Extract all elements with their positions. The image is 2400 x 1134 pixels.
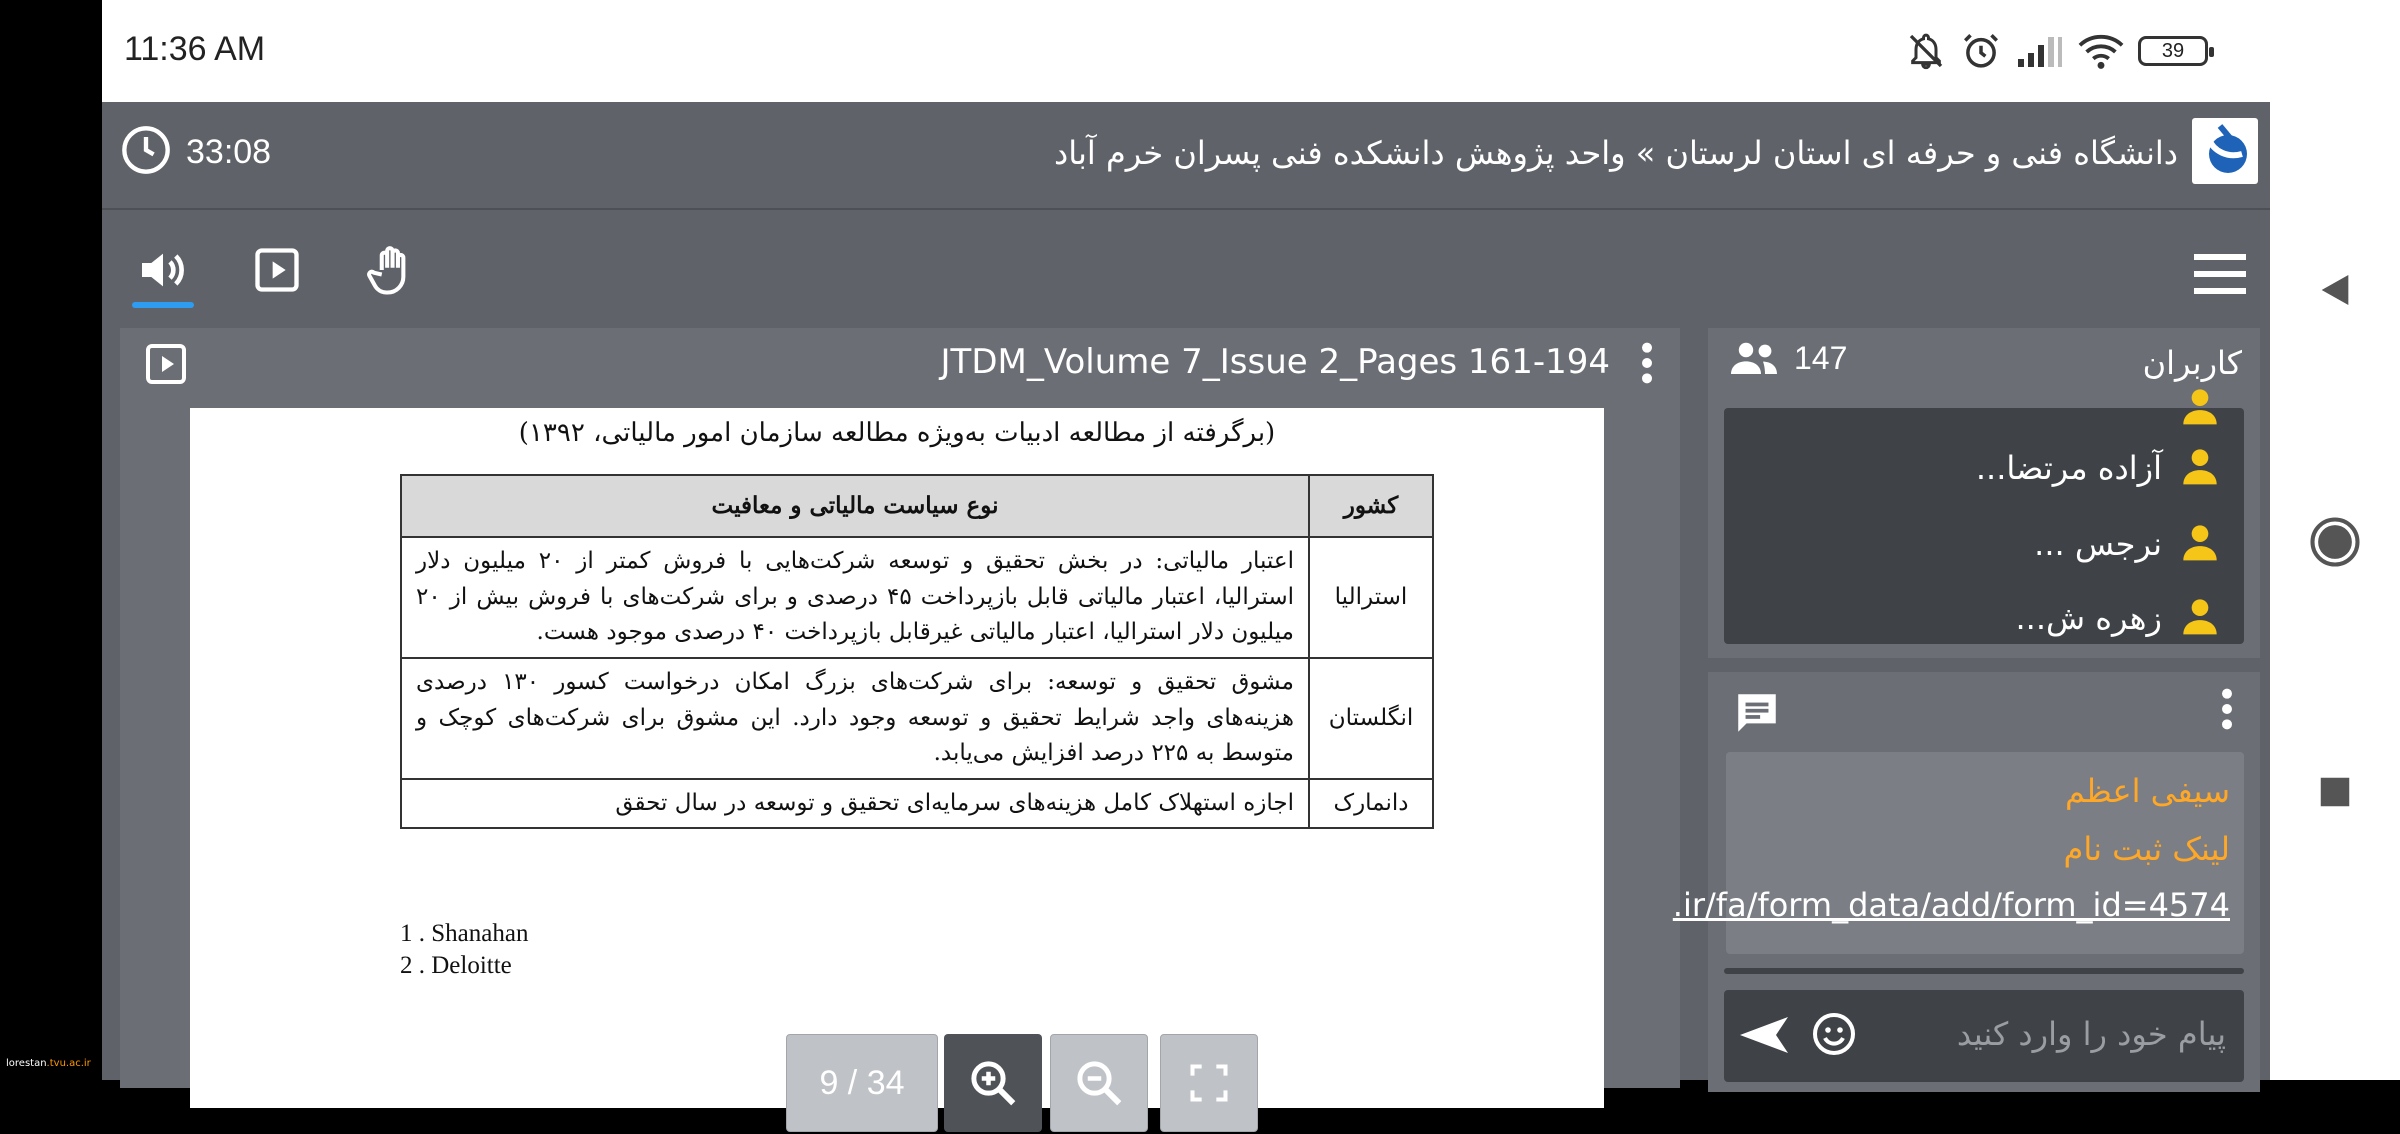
footnote: 2 . Deloitte <box>400 952 512 979</box>
status-icons <box>1906 26 2208 76</box>
session-timer <box>120 124 271 180</box>
media-toolbar <box>102 212 2270 324</box>
video-button[interactable] <box>242 240 312 300</box>
zoom-out-icon <box>1072 1056 1126 1110</box>
status-time: 11:36 AM <box>124 30 266 68</box>
users-panel <box>1708 328 2260 658</box>
users-icon <box>1728 338 1780 378</box>
chat-icon <box>1732 688 1782 742</box>
policy-cell: مشوق تحقیق و توسعه: برای شرکت‌های بزرگ امکان درخواست کسور ۱۳۰ درصدی هزینه‌های واجد شرایط تحقیق و توسعه وجود دارد. این مشوق برای شرکت‌های کوچک و متوسط به ۲۲۵ درصد افزایش می‌یابد. <box>401 658 1309 779</box>
table-row <box>401 658 1433 779</box>
zoom-out-button[interactable] <box>1050 1034 1148 1132</box>
back-triangle-icon <box>2315 270 2355 310</box>
users-list[interactable] <box>1724 408 2244 644</box>
page-title: دانشگاه فنی و حرفه ای استان لرستان » واحد پژوهش دانشکده فنی پسران خرم آباد <box>1053 134 2178 172</box>
home-circle-icon <box>2308 515 2362 569</box>
users-count-value: 147 <box>1794 339 1848 376</box>
chat-message <box>1672 752 2244 954</box>
list-item[interactable] <box>2162 386 2220 430</box>
timer-value: 33:08 <box>186 132 272 171</box>
divider <box>1724 968 2244 974</box>
presentation-options-button[interactable] <box>1632 340 1662 386</box>
play-box-icon <box>251 244 303 296</box>
user-name: زهره ش... <box>2015 599 2162 637</box>
user-icon <box>2180 522 2220 566</box>
send-button[interactable] <box>1738 1012 1790 1062</box>
footnote: 1 . Shanahan <box>400 920 529 947</box>
table-row <box>401 779 1433 829</box>
recents-square-icon <box>2316 773 2354 811</box>
column-header: کشور <box>1309 475 1433 537</box>
table-row <box>401 537 1433 658</box>
column-header: نوع سیاست مالیاتی و معافیت <box>401 475 1309 537</box>
list-item[interactable] <box>2034 522 2220 566</box>
user-icon <box>2180 596 2220 640</box>
university-logo <box>2192 118 2258 184</box>
page-indicator[interactable]: 9 / 34 <box>786 1034 938 1132</box>
user-name: نرجس ... <box>2034 525 2162 563</box>
alarm-icon <box>1960 30 2002 72</box>
active-indicator <box>132 302 194 308</box>
play-box-icon <box>142 340 190 388</box>
raise-hand-button[interactable] <box>358 240 428 300</box>
system-navigation-bar <box>2270 0 2400 1080</box>
chat-options-button[interactable] <box>2212 686 2242 732</box>
country-cell: دانمارک <box>1309 779 1433 829</box>
chat-message-link[interactable]: .ir/fa/form_data/add/form_id=4574 <box>1672 886 2230 924</box>
wifi-icon <box>2078 31 2124 71</box>
menu-button[interactable] <box>2190 248 2250 300</box>
zoom-in-icon <box>966 1056 1020 1110</box>
fullscreen-button[interactable] <box>1160 1034 1258 1132</box>
audio-button[interactable] <box>128 240 198 300</box>
document-table <box>400 474 1434 829</box>
list-item[interactable] <box>1976 446 2220 490</box>
more-vertical-icon <box>2212 686 2242 732</box>
country-cell: انگلستان <box>1309 658 1433 779</box>
presentation-title: JTDM_Volume 7_Issue 2_Pages 161-194 <box>940 342 1610 382</box>
hand-icon <box>366 243 420 297</box>
bell-off-icon <box>1906 31 1946 71</box>
policy-cell: اجازه استهلاک کامل هزینه‌های سرمایه‌ای تحقیق و توسعه در سال تحقق <box>401 779 1309 829</box>
emoji-button[interactable] <box>1810 1010 1858 1062</box>
chat-panel <box>1672 672 2260 1092</box>
policy-cell: اعتبار مالیاتی: در بخش تحقیق و توسعه شرکت‌هایی با فروش کمتر از ۲۰ میلیون دلار استرالیا، اعتبار مالیاتی قابل بازپرداخت ۴۵ درصدی و برای شرکت‌های با فروش بیش از ۲۰ میلیون دلار استرالیا، اعتبار مالیاتی غیرقابل بازپرداخت ۴۰ درصدی موجود هست. <box>401 537 1309 658</box>
app-window <box>102 0 2270 1102</box>
back-button[interactable] <box>2270 250 2400 330</box>
user-name: آزاده مرتضا... <box>1975 449 2162 487</box>
presentation-header <box>120 328 1680 398</box>
more-vertical-icon <box>1632 340 1662 386</box>
user-icon <box>2180 446 2220 490</box>
slide-page <box>190 408 1604 1108</box>
watermark-org: lorestan <box>6 1058 47 1069</box>
users-count <box>1728 338 1847 378</box>
chat-message-text: لینک ثبت نام <box>2063 830 2230 868</box>
home-button[interactable] <box>2270 502 2400 582</box>
recents-button[interactable] <box>2270 752 2400 832</box>
user-icon <box>2180 386 2220 430</box>
country-cell: استرالیا <box>1309 537 1433 658</box>
presentation-panel <box>120 328 1680 1102</box>
battery-icon: 39 <box>2138 36 2208 66</box>
clock-icon <box>120 124 172 180</box>
zoom-in-button[interactable] <box>944 1034 1042 1132</box>
status-bar <box>102 0 2270 102</box>
fullscreen-icon <box>1187 1061 1231 1105</box>
chat-input[interactable] <box>1896 1008 2226 1060</box>
chat-sender-name: سیفی اعظم <box>2064 772 2230 810</box>
users-title: کاربران <box>2142 344 2242 382</box>
hamburger-icon <box>2190 248 2250 300</box>
table-header-row <box>401 475 1433 537</box>
watermark-domain: .tvu.ac.ir <box>46 1058 91 1069</box>
speaker-icon <box>135 242 191 298</box>
list-item[interactable] <box>2016 596 2221 640</box>
watermark <box>6 1058 91 1069</box>
smiley-icon <box>1810 1010 1858 1058</box>
chat-composer <box>1724 990 2244 1082</box>
send-icon <box>1738 1012 1790 1058</box>
signal-icon <box>2016 33 2064 69</box>
app-header <box>102 102 2270 210</box>
play-presentation-button[interactable] <box>142 340 190 392</box>
document-caption: (برگرفته از مطالعه ادبیات به‌ویژه مطالعه سازمان امور مالیاتی، ۱۳۹۲) <box>518 418 1276 448</box>
